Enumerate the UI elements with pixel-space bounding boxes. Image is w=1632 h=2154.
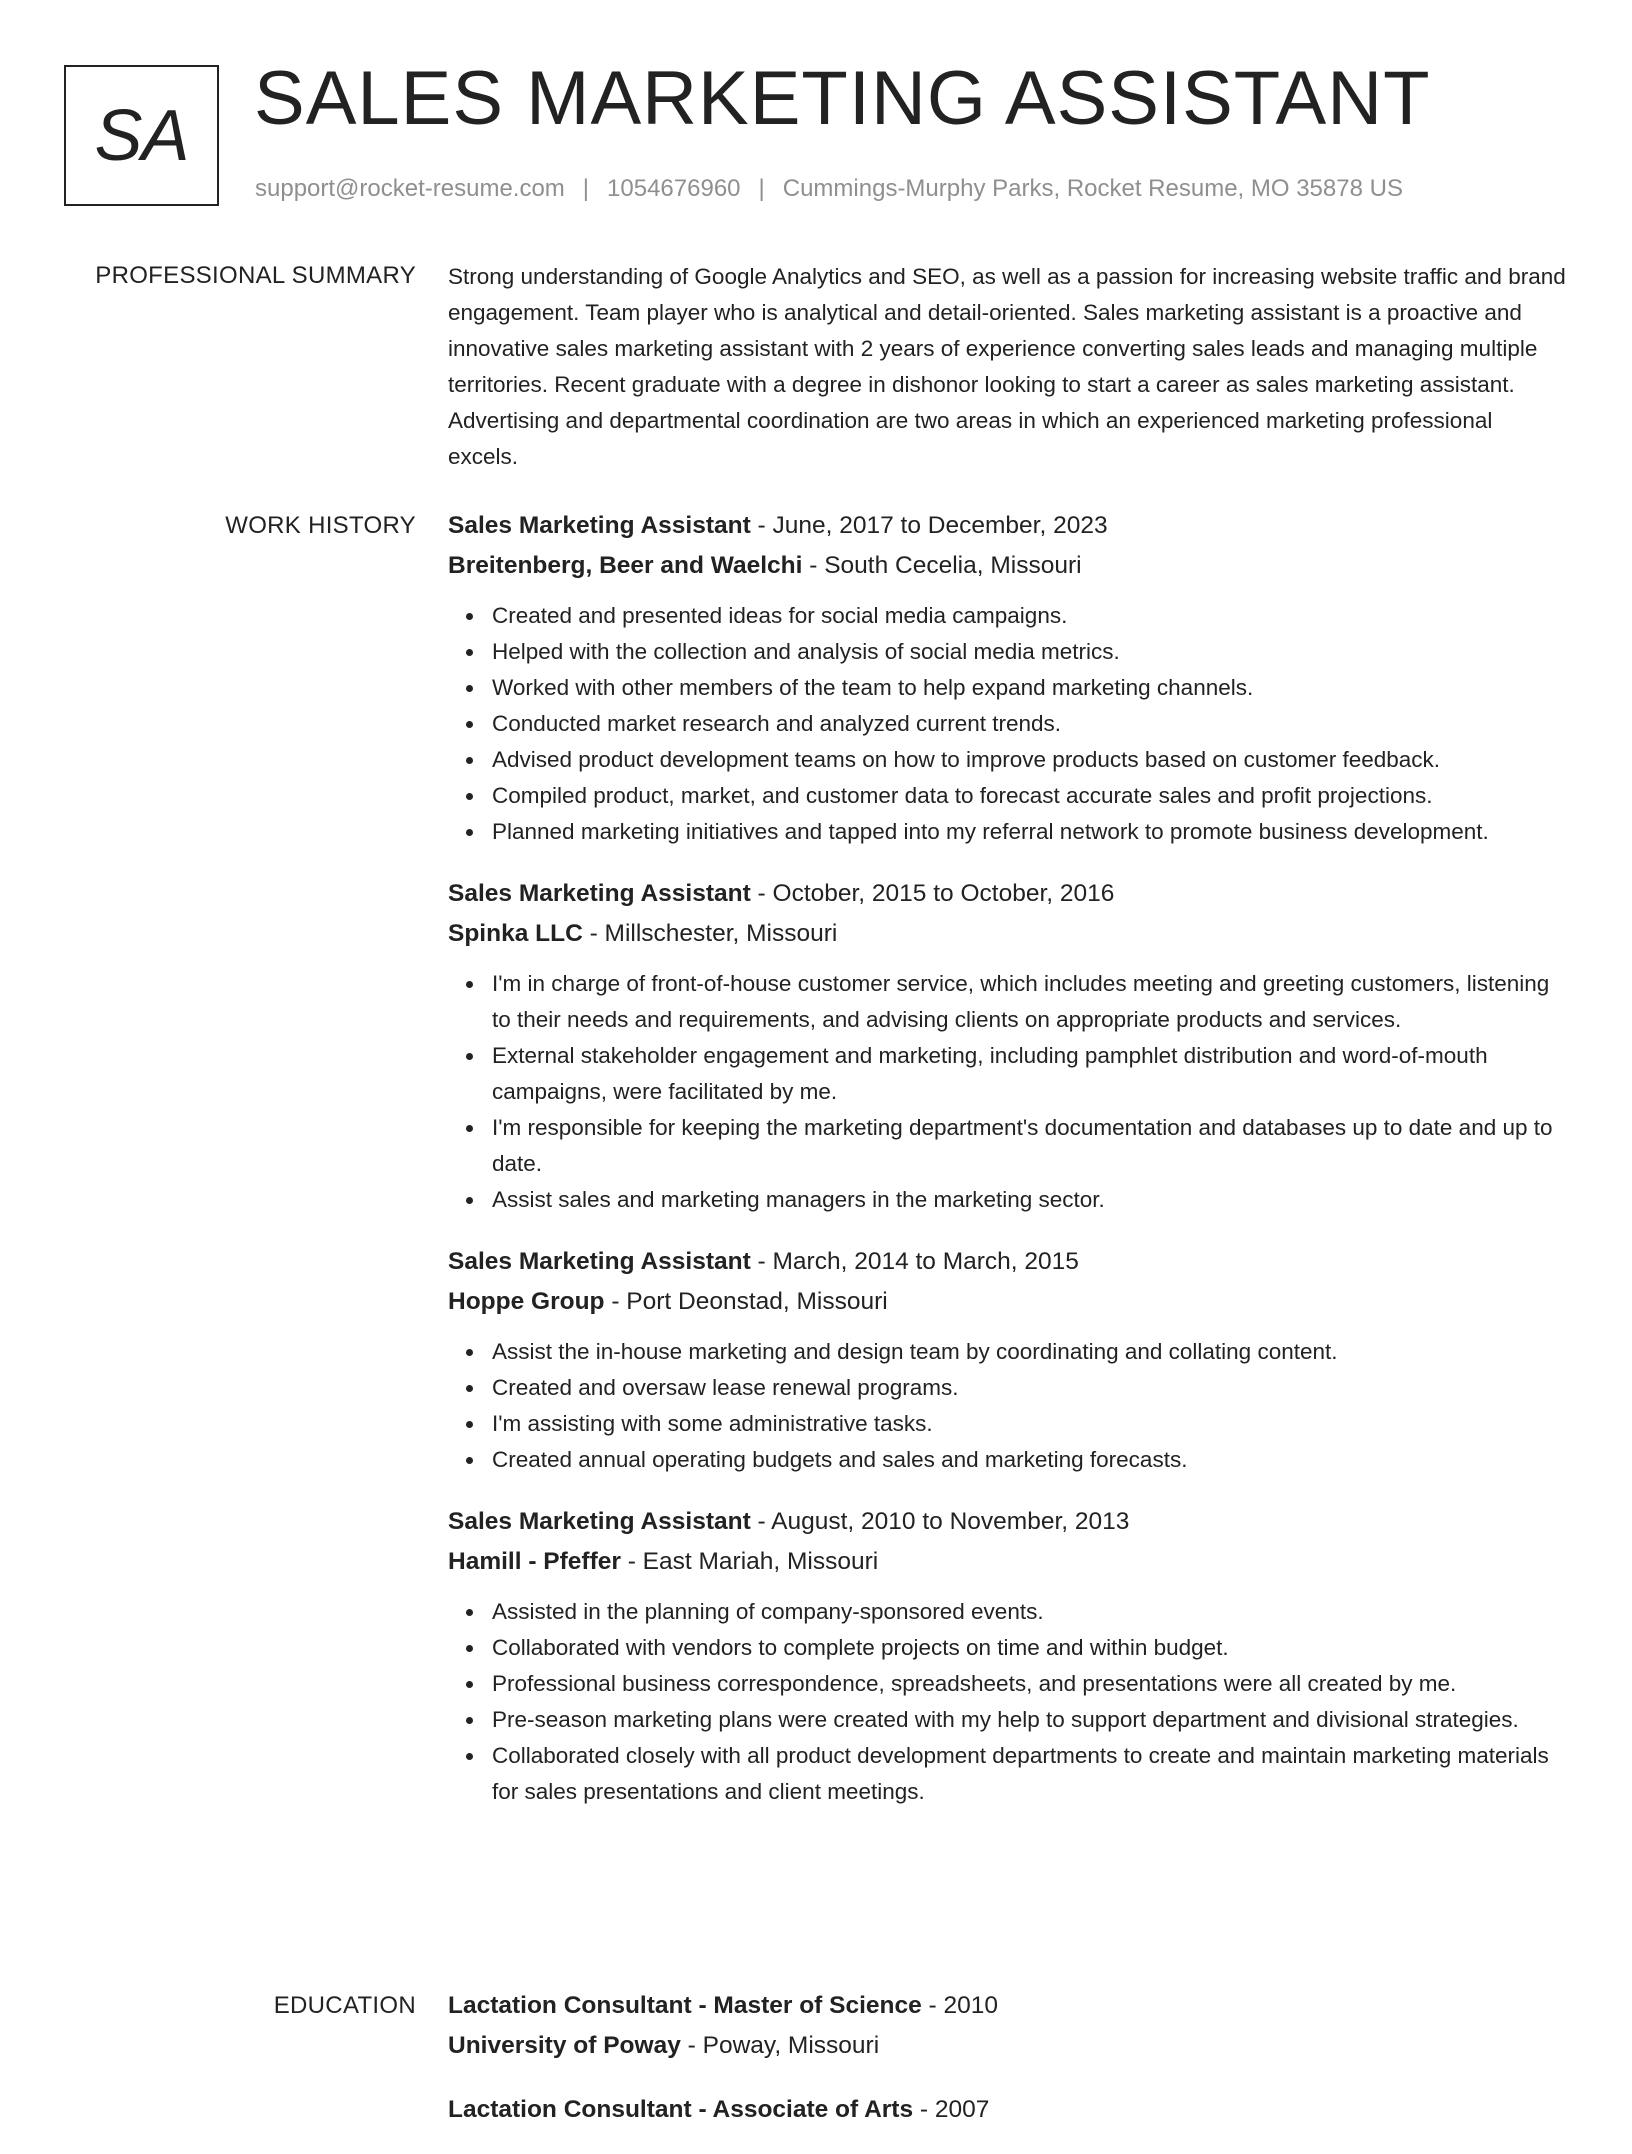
job-bullets bbox=[448, 1594, 1568, 1810]
job-title-line bbox=[448, 506, 1568, 546]
job-role: Sales Marketing Assistant bbox=[448, 880, 751, 907]
separator: | bbox=[758, 175, 765, 202]
list-item: External stakeholder engagement and marketing, including pamphlet distribution and word-of-mouth campaigns, were facilitated by me. bbox=[492, 1038, 1568, 1110]
email[interactable]: support@rocket-resume.com bbox=[255, 175, 565, 202]
list-item: Created and oversaw lease renewal programs. bbox=[492, 1370, 1568, 1406]
education-body bbox=[448, 1986, 1568, 2154]
job-company: Breitenberg, Beer and Waelchi bbox=[448, 552, 803, 579]
job-title-line bbox=[448, 1242, 1568, 1282]
job-bullets bbox=[448, 1334, 1568, 1478]
job-location: - East Mariah, Missouri bbox=[620, 1548, 879, 1575]
job-bullets bbox=[448, 966, 1568, 1218]
list-item: Pre-season marketing plans were created with my help to support department and divisional strategies. bbox=[492, 1702, 1568, 1738]
job-dates: - March, 2014 to March, 2015 bbox=[750, 1248, 1079, 1275]
contact-line bbox=[255, 175, 1403, 203]
job-location: - Millschester, Missouri bbox=[582, 920, 838, 947]
job-company-line bbox=[448, 914, 1568, 954]
list-item: I'm in charge of front-of-house customer service, which includes meeting and greeting customers, listening to their needs and requirements, and advising clients on appropriate products and services. bbox=[492, 966, 1568, 1038]
list-item: Helped with the collection and analysis of social media metrics. bbox=[492, 634, 1568, 670]
school: University of Poway bbox=[448, 2032, 681, 2059]
job-entry bbox=[448, 874, 1568, 1218]
list-item: Assisted in the planning of company-sponsored events. bbox=[492, 1594, 1568, 1630]
list-item: I'm responsible for keeping the marketing department's documentation and databases up to date and up to date. bbox=[492, 1110, 1568, 1182]
resume-header bbox=[64, 56, 1584, 210]
list-item: Collaborated with vendors to complete projects on time and within budget. bbox=[492, 1630, 1568, 1666]
degree: Lactation Consultant - Master of Science bbox=[448, 1992, 922, 2019]
school-location: - Poway, Missouri bbox=[680, 2032, 880, 2059]
education-entry bbox=[448, 1986, 1568, 2066]
list-item: Compiled product, market, and customer data to forecast accurate sales and profit projections. bbox=[492, 778, 1568, 814]
list-item: Professional business correspondence, spreadsheets, and presentations were all created by me. bbox=[492, 1666, 1568, 1702]
section-title-summary: PROFESSIONAL SUMMARY bbox=[95, 262, 416, 289]
job-location: - South Cecelia, Missouri bbox=[802, 552, 1082, 579]
work-history-body bbox=[448, 506, 1568, 1834]
job-dates: - October, 2015 to October, 2016 bbox=[750, 880, 1115, 907]
job-dates: - August, 2010 to November, 2013 bbox=[750, 1508, 1130, 1535]
list-item: Assist sales and marketing managers in the marketing sector. bbox=[492, 1182, 1568, 1218]
phone[interactable]: 1054676960 bbox=[607, 175, 741, 202]
list-item: Advised product development teams on how to improve products based on customer feedback. bbox=[492, 742, 1568, 778]
list-item: Created annual operating budgets and sales and marketing forecasts. bbox=[492, 1442, 1568, 1478]
degree-line bbox=[448, 1986, 1568, 2026]
school-line bbox=[448, 2026, 1568, 2066]
section-title-education: EDUCATION bbox=[273, 1992, 416, 2019]
list-item: I'm assisting with some administrative tasks. bbox=[492, 1406, 1568, 1442]
candidate-name: SALES MARKETING ASSISTANT bbox=[254, 56, 1431, 141]
job-title-line bbox=[448, 1502, 1568, 1542]
graduation-year: - 2007 bbox=[913, 2096, 990, 2123]
job-company-line bbox=[448, 1542, 1568, 1582]
summary-text: Strong understanding of Google Analytics and SEO, as well as a passion for increasing website traffic and brand engagement. Team player who is analytical and detail-oriented. Sales marketing assistant is a proactive and innovative sales marketing assistant with 2 years of experience converting sales leads and managing multiple territories. Recent graduate with a degree in dishonor looking to start a career as sales marketing assistant. Advertising and departmental coordination are two areas in which an experienced marketing professional excels. bbox=[448, 264, 1566, 469]
list-item: Collaborated closely with all product development departments to create and maintain marketing materials for sales presentations and client meetings. bbox=[492, 1738, 1568, 1810]
job-company: Hamill - Pfeffer bbox=[448, 1548, 621, 1575]
job-company: Hoppe Group bbox=[448, 1288, 605, 1315]
degree: Lactation Consultant - Associate of Arts bbox=[448, 2096, 914, 2123]
job-bullets bbox=[448, 598, 1568, 850]
address: Cummings-Murphy Parks, Rocket Resume, MO 35878 US bbox=[782, 175, 1403, 202]
job-entry bbox=[448, 1242, 1568, 1478]
education-entry bbox=[448, 2090, 1568, 2130]
job-company-line bbox=[448, 546, 1568, 586]
summary-body bbox=[448, 259, 1568, 475]
monogram: SA bbox=[64, 65, 219, 206]
job-role: Sales Marketing Assistant bbox=[448, 1248, 751, 1275]
list-item: Conducted market research and analyzed current trends. bbox=[492, 706, 1568, 742]
list-item: Planned marketing initiatives and tapped into my referral network to promote business development. bbox=[492, 814, 1568, 850]
job-company-line bbox=[448, 1282, 1568, 1322]
list-item: Assist the in-house marketing and design team by coordinating and collating content. bbox=[492, 1334, 1568, 1370]
job-entry bbox=[448, 506, 1568, 850]
job-location: - Port Deonstad, Missouri bbox=[604, 1288, 888, 1315]
job-title-line bbox=[448, 874, 1568, 914]
graduation-year: - 2010 bbox=[921, 1992, 999, 2019]
list-item: Worked with other members of the team to help expand marketing channels. bbox=[492, 670, 1568, 706]
list-item: Created and presented ideas for social media campaigns. bbox=[492, 598, 1568, 634]
separator: | bbox=[582, 175, 590, 202]
job-dates: - June, 2017 to December, 2023 bbox=[750, 512, 1108, 539]
job-role: Sales Marketing Assistant bbox=[448, 1508, 751, 1535]
degree-line bbox=[448, 2090, 1568, 2130]
section-title-work-history: WORK HISTORY bbox=[225, 512, 416, 539]
job-role: Sales Marketing Assistant bbox=[448, 512, 751, 539]
job-entry bbox=[448, 1502, 1568, 1810]
job-company: Spinka LLC bbox=[448, 920, 583, 947]
